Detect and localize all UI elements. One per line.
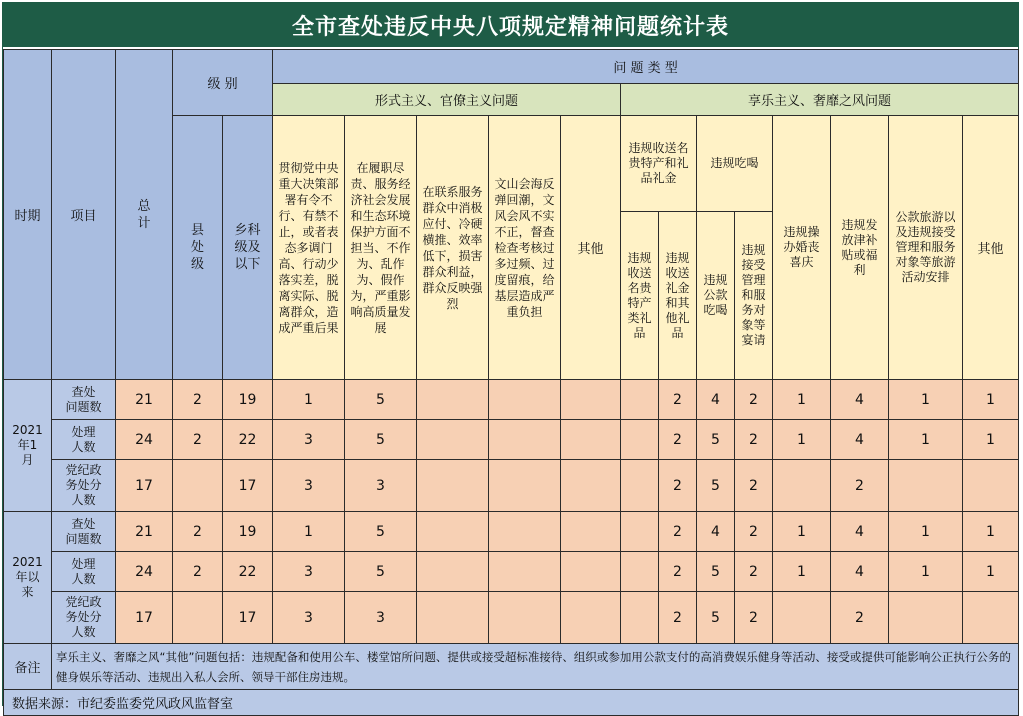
cell-county: 2 xyxy=(173,552,223,592)
cell-county xyxy=(173,592,223,644)
cell-gb: 2 xyxy=(659,592,697,644)
cell-ga xyxy=(621,592,659,644)
cell-other xyxy=(963,460,1019,512)
cell-gb: 2 xyxy=(659,380,697,420)
cell-wed: 1 xyxy=(773,420,831,460)
header-problem-type: 问 题 类 型 xyxy=(273,50,1019,84)
cell-travel: 1 xyxy=(889,380,963,420)
table-body xyxy=(4,50,1019,716)
row-item-label: 党纪政 务处分 人数 xyxy=(52,592,116,644)
cell-wed: 1 xyxy=(773,512,831,552)
table-row xyxy=(4,420,1019,460)
cell-f2: 3 xyxy=(345,592,417,644)
cell-ea: 4 xyxy=(697,380,735,420)
stats-table-frame xyxy=(2,2,1019,712)
header-township-level: 乡科 级及 以下 xyxy=(223,116,273,380)
cell-f1: 1 xyxy=(273,380,345,420)
cell-other: 1 xyxy=(963,552,1019,592)
cell-travel xyxy=(889,460,963,512)
cell-township: 22 xyxy=(223,552,273,592)
cell-gb: 2 xyxy=(659,512,697,552)
cell-allow: 4 xyxy=(831,420,889,460)
cell-f5 xyxy=(561,420,621,460)
cell-county: 2 xyxy=(173,512,223,552)
cell-other: 1 xyxy=(963,380,1019,420)
cell-wed xyxy=(773,592,831,644)
cell-total: 24 xyxy=(116,420,173,460)
table-row xyxy=(4,512,1019,552)
cell-ea: 5 xyxy=(697,460,735,512)
header-formalism-4: 文山会海反弹回潮，文风会风不实不正，督查检查考核过多过频、过度留痕，给基层造成严重负担 xyxy=(489,116,561,380)
cell-f1: 3 xyxy=(273,592,345,644)
source-row xyxy=(4,690,1019,716)
header-allowance: 违规发放津补贴或福利 xyxy=(831,116,889,380)
cell-f3 xyxy=(417,592,489,644)
header-formalism-1: 贯彻党中央重大决策部署有令不行、有禁不止，或者表态多调门高、行动少落实差，脱离实际、脱离群众，造成严重后果 xyxy=(273,116,345,380)
cell-f5 xyxy=(561,512,621,552)
cell-f5 xyxy=(561,552,621,592)
cell-county xyxy=(173,460,223,512)
cell-township: 19 xyxy=(223,380,273,420)
cell-f5 xyxy=(561,380,621,420)
header-travel: 公款旅游以及违规接受管理和服务对象等旅游活动安排 xyxy=(889,116,963,380)
header-formalism-3: 在联系服务群众中消极应付、冷硬横推、效率低下，损害群众利益，群众反映强烈 xyxy=(417,116,489,380)
cell-total: 24 xyxy=(116,552,173,592)
cell-allow: 2 xyxy=(831,460,889,512)
row-item-label: 党纪政 务处分 人数 xyxy=(52,460,116,512)
cell-eb: 2 xyxy=(735,552,773,592)
cell-township: 19 xyxy=(223,512,273,552)
note-text: 享乐主义、奢靡之风“其他”问题包括：违规配备和使用公车、楼堂馆所问题、提供或接受超标准接待、组织或参加用公款支付的高消费娱乐健身等活动、接受或提供可能影响公正执行公务的健身娱乐等活动、违规出入私人会所、领导干部住房违规。 xyxy=(52,644,1019,690)
cell-county: 2 xyxy=(173,380,223,420)
cell-f2: 5 xyxy=(345,512,417,552)
cell-township: 17 xyxy=(223,460,273,512)
cell-travel: 1 xyxy=(889,512,963,552)
table-row xyxy=(4,592,1019,644)
statistics-table xyxy=(3,49,1019,716)
header-hedonism-other: 其他 xyxy=(963,116,1019,380)
cell-ga xyxy=(621,420,659,460)
cell-eb: 2 xyxy=(735,420,773,460)
table-title: 全市查处违反中央八项规定精神问题统计表 xyxy=(3,3,1018,47)
cell-f2: 5 xyxy=(345,380,417,420)
period-label: 2021 年以 来 xyxy=(4,512,52,644)
header-wedding: 违规操办婚丧喜庆 xyxy=(773,116,831,380)
cell-other: 1 xyxy=(963,420,1019,460)
cell-ga xyxy=(621,512,659,552)
cell-wed: 1 xyxy=(773,552,831,592)
cell-ea: 5 xyxy=(697,592,735,644)
cell-f4 xyxy=(489,380,561,420)
cell-total: 21 xyxy=(116,512,173,552)
period-label: 2021 年1 月 xyxy=(4,380,52,512)
table-row xyxy=(4,552,1019,592)
header-eating: 违规吃喝 xyxy=(697,116,773,212)
cell-ea: 5 xyxy=(697,420,735,460)
table-row xyxy=(4,380,1019,420)
header-item: 项目 xyxy=(52,50,116,380)
cell-allow: 4 xyxy=(831,380,889,420)
header-formalism: 形式主义、官僚主义问题 xyxy=(273,84,621,116)
header-eating-banquet: 违规接受管理和服务对象等宴请 xyxy=(735,212,773,380)
cell-f5 xyxy=(561,592,621,644)
cell-ga xyxy=(621,552,659,592)
cell-allow: 2 xyxy=(831,592,889,644)
header-county-level: 县 处 级 xyxy=(173,116,223,380)
header-period: 时期 xyxy=(4,50,52,380)
cell-wed xyxy=(773,460,831,512)
cell-f4 xyxy=(489,420,561,460)
cell-f1: 3 xyxy=(273,460,345,512)
cell-gb: 2 xyxy=(659,460,697,512)
cell-f1: 3 xyxy=(273,420,345,460)
cell-travel xyxy=(889,592,963,644)
row-item-label: 查处 问题数 xyxy=(52,512,116,552)
cell-f4 xyxy=(489,592,561,644)
cell-gb: 2 xyxy=(659,420,697,460)
cell-total: 17 xyxy=(116,592,173,644)
cell-f3 xyxy=(417,512,489,552)
cell-travel: 1 xyxy=(889,420,963,460)
cell-wed: 1 xyxy=(773,380,831,420)
note-label: 备注 xyxy=(4,644,52,690)
cell-f3 xyxy=(417,460,489,512)
header-gifts-cash: 违规收送礼金和其他礼品 xyxy=(659,212,697,380)
cell-township: 22 xyxy=(223,420,273,460)
cell-ea: 5 xyxy=(697,552,735,592)
cell-f2: 5 xyxy=(345,552,417,592)
row-item-label: 处理 人数 xyxy=(52,420,116,460)
cell-f2: 3 xyxy=(345,460,417,512)
cell-township: 17 xyxy=(223,592,273,644)
table-row xyxy=(4,460,1019,512)
cell-allow: 4 xyxy=(831,512,889,552)
cell-f1: 1 xyxy=(273,512,345,552)
header-level: 级 别 xyxy=(173,50,273,116)
header-total: 总 计 xyxy=(116,50,173,380)
cell-f1: 3 xyxy=(273,552,345,592)
cell-eb: 2 xyxy=(735,512,773,552)
cell-f4 xyxy=(489,512,561,552)
cell-f4 xyxy=(489,460,561,512)
cell-f3 xyxy=(417,420,489,460)
header-formalism-2: 在履职尽责、服务经济社会发展和生态环境保护方面不担当、不作为、乱作为、假作为，严重影响高质量发展 xyxy=(345,116,417,380)
data-source: 数据来源：市纪委监委党风政风监督室 xyxy=(4,690,1019,716)
cell-eb: 2 xyxy=(735,460,773,512)
cell-travel: 1 xyxy=(889,552,963,592)
cell-f3 xyxy=(417,552,489,592)
row-item-label: 查处 问题数 xyxy=(52,380,116,420)
cell-other: 1 xyxy=(963,512,1019,552)
row-item-label: 处理 人数 xyxy=(52,552,116,592)
cell-f4 xyxy=(489,552,561,592)
cell-total: 21 xyxy=(116,380,173,420)
cell-f3 xyxy=(417,380,489,420)
cell-total: 17 xyxy=(116,460,173,512)
cell-ga xyxy=(621,380,659,420)
note-row xyxy=(4,644,1019,690)
cell-f5 xyxy=(561,460,621,512)
header-eating-public: 违规公款吃喝 xyxy=(697,212,735,380)
cell-eb: 2 xyxy=(735,380,773,420)
cell-ea: 4 xyxy=(697,512,735,552)
cell-county: 2 xyxy=(173,420,223,460)
header-gifts-specialty: 违规收送名贵特产类礼品 xyxy=(621,212,659,380)
cell-ga xyxy=(621,460,659,512)
cell-eb: 2 xyxy=(735,592,773,644)
cell-gb: 2 xyxy=(659,552,697,592)
header-hedonism: 享乐主义、奢靡之风问题 xyxy=(621,84,1019,116)
header-gifts: 违规收送名贵特产和礼品礼金 xyxy=(621,116,697,212)
cell-f2: 5 xyxy=(345,420,417,460)
cell-other xyxy=(963,592,1019,644)
header-formalism-other: 其他 xyxy=(561,116,621,380)
cell-allow: 4 xyxy=(831,552,889,592)
